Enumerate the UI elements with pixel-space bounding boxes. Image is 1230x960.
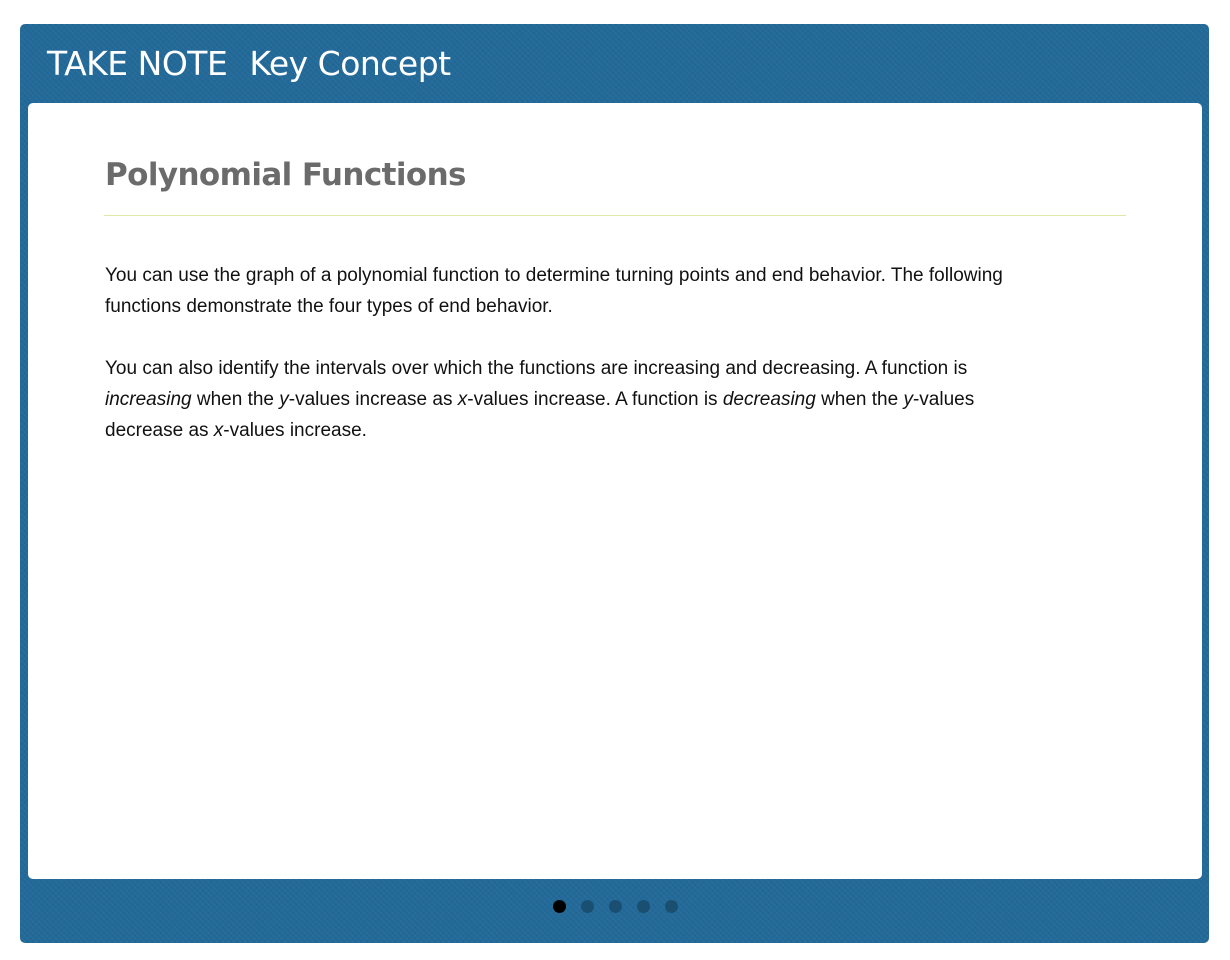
key-concept-panel (20, 24, 1209, 943)
para-text: -values increase. A function is (467, 389, 723, 410)
term-increasing: increasing (105, 389, 192, 410)
variable-x: x (213, 420, 224, 441)
variable-y: y (279, 389, 289, 410)
section-title: Polynomial Functions (105, 157, 466, 193)
para-text: when the (191, 389, 280, 410)
variable-y: y (903, 389, 913, 410)
page-dot-3[interactable] (609, 900, 622, 913)
para-text: -values increase as (288, 389, 458, 410)
page-dot-4[interactable] (637, 900, 650, 913)
take-note-label: TAKE NOTE (47, 44, 228, 83)
para-text: You can also identify the intervals over which the functions are increasing and decreasing. A function is (105, 358, 968, 379)
page-dot-1[interactable] (553, 900, 566, 913)
term-decreasing: decreasing (722, 389, 816, 410)
content-card (28, 103, 1202, 879)
key-concept-label: Key Concept (249, 44, 451, 83)
intro-paragraph: You can use the graph of a polynomial function to determine turning points and end behavior. The following functions demonstrate the four types of end behavior. (105, 265, 1003, 317)
page-dot-5[interactable] (665, 900, 678, 913)
page-dot-2[interactable] (581, 900, 594, 913)
panel-header (47, 44, 473, 83)
para-text: -values decrease as (105, 389, 975, 441)
title-divider (104, 215, 1126, 216)
para-text: when the (815, 389, 904, 410)
para-text: -values increase. (223, 420, 367, 441)
variable-x: x (457, 389, 468, 410)
page-indicator (0, 900, 1230, 913)
intervals-paragraph (105, 353, 1015, 446)
